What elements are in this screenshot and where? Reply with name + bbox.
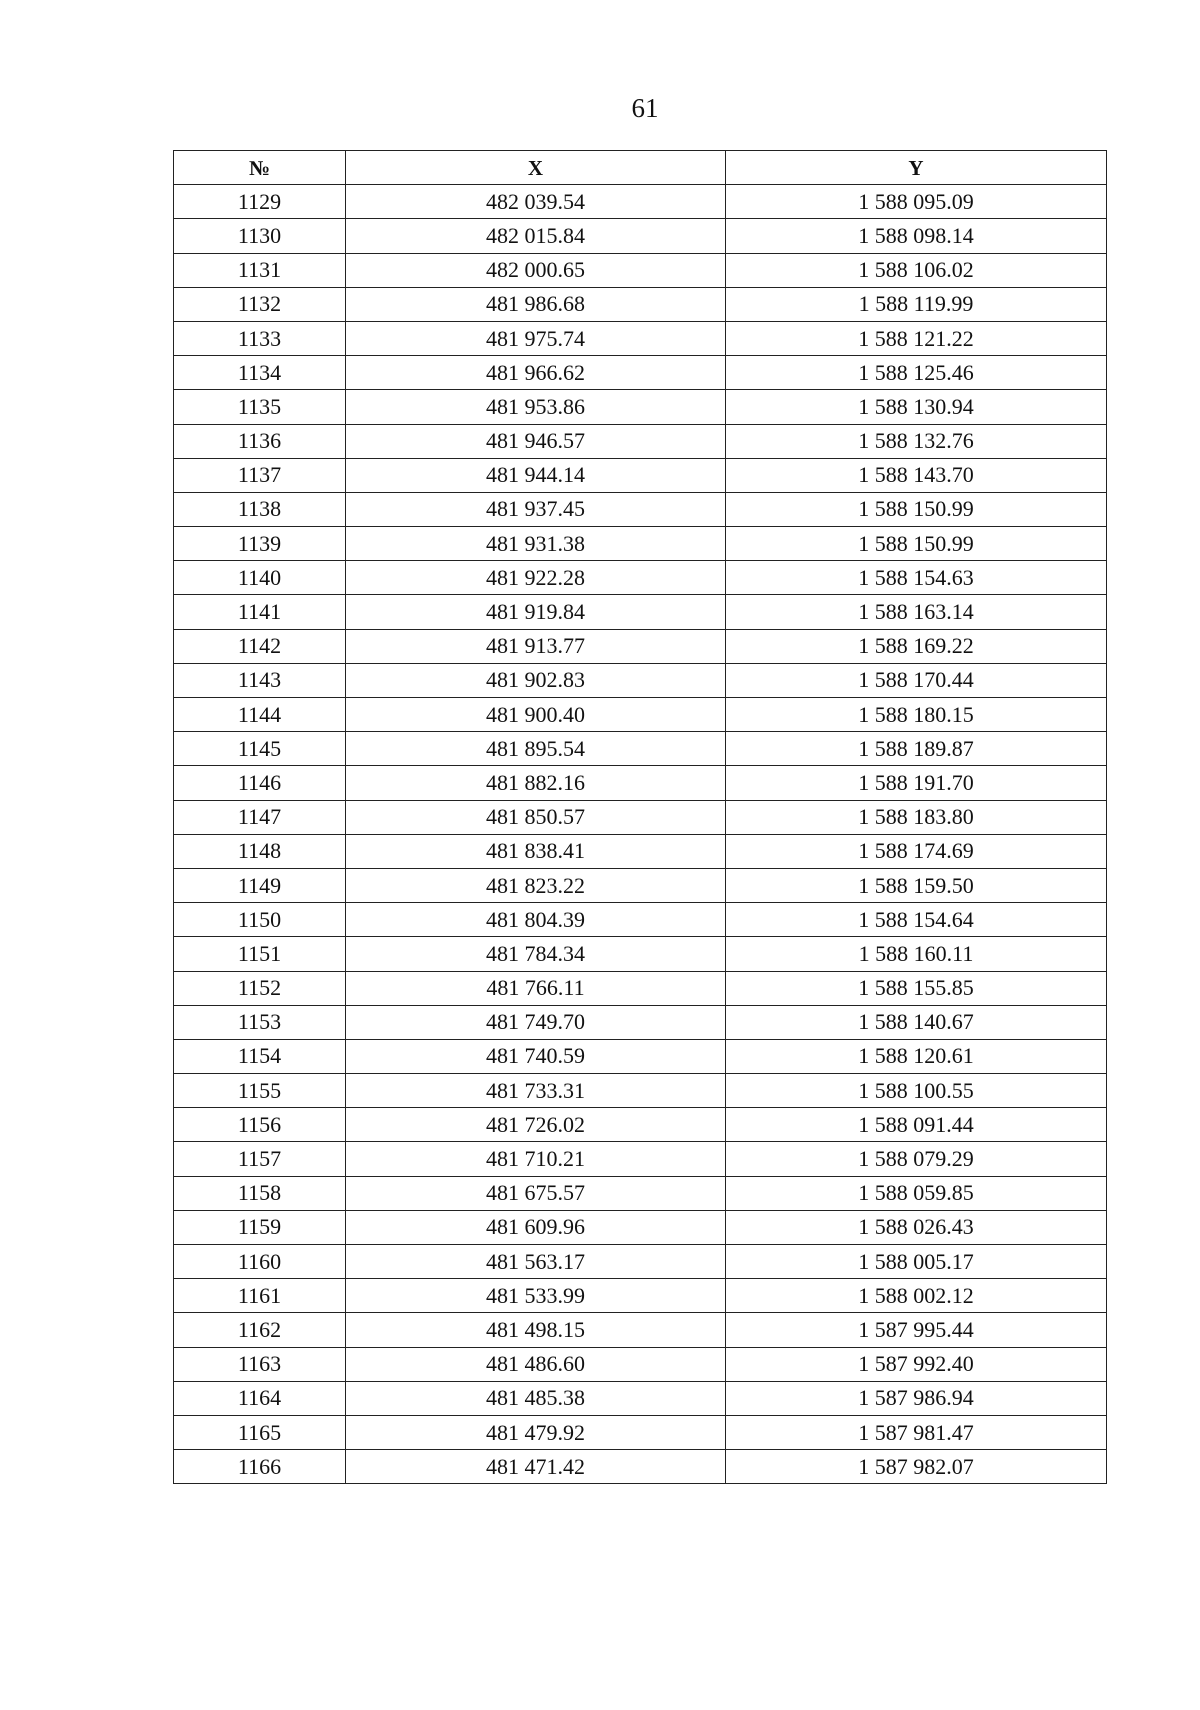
- x-coordinate-cell: 481 922.28: [346, 561, 726, 595]
- y-coordinate-cell: 1 588 091.44: [726, 1108, 1107, 1142]
- y-coordinate-cell: 1 588 180.15: [726, 698, 1107, 732]
- y-coordinate-cell: 1 588 189.87: [726, 732, 1107, 766]
- point-number-cell: 1159: [174, 1210, 346, 1244]
- y-coordinate-cell: 1 588 183.80: [726, 800, 1107, 834]
- x-coordinate-cell: 482 039.54: [346, 185, 726, 219]
- x-coordinate-cell: 482 000.65: [346, 253, 726, 287]
- point-number-cell: 1151: [174, 937, 346, 971]
- table-row: [174, 903, 1107, 937]
- y-coordinate-cell: 1 588 121.22: [726, 321, 1107, 355]
- coordinates-table: [173, 150, 1107, 1484]
- point-number-cell: 1164: [174, 1381, 346, 1415]
- table-row: [174, 1176, 1107, 1210]
- point-number-cell: 1136: [174, 424, 346, 458]
- y-coordinate-cell: 1 588 120.61: [726, 1039, 1107, 1073]
- y-coordinate-cell: 1 587 981.47: [726, 1415, 1107, 1449]
- header-y: Y: [726, 151, 1107, 185]
- point-number-cell: 1157: [174, 1142, 346, 1176]
- table-row: [174, 971, 1107, 1005]
- point-number-cell: 1139: [174, 527, 346, 561]
- point-number-cell: 1154: [174, 1039, 346, 1073]
- y-coordinate-cell: 1 588 160.11: [726, 937, 1107, 971]
- point-number-cell: 1160: [174, 1245, 346, 1279]
- table-row: [174, 1245, 1107, 1279]
- table-row: [174, 321, 1107, 355]
- point-number-cell: 1137: [174, 458, 346, 492]
- point-number-cell: 1158: [174, 1176, 346, 1210]
- y-coordinate-cell: 1 588 159.50: [726, 868, 1107, 902]
- y-coordinate-cell: 1 587 986.94: [726, 1381, 1107, 1415]
- x-coordinate-cell: 481 710.21: [346, 1142, 726, 1176]
- table-row: [174, 1279, 1107, 1313]
- x-coordinate-cell: 481 900.40: [346, 698, 726, 732]
- table-row: [174, 1313, 1107, 1347]
- x-coordinate-cell: 481 740.59: [346, 1039, 726, 1073]
- table-row: [174, 492, 1107, 526]
- table-row: [174, 424, 1107, 458]
- x-coordinate-cell: 481 471.42: [346, 1450, 726, 1484]
- y-coordinate-cell: 1 588 059.85: [726, 1176, 1107, 1210]
- point-number-cell: 1150: [174, 903, 346, 937]
- x-coordinate-cell: 481 931.38: [346, 527, 726, 561]
- x-coordinate-cell: 482 015.84: [346, 219, 726, 253]
- point-number-cell: 1156: [174, 1108, 346, 1142]
- y-coordinate-cell: 1 588 150.99: [726, 527, 1107, 561]
- x-coordinate-cell: 481 498.15: [346, 1313, 726, 1347]
- table-row: [174, 1450, 1107, 1484]
- point-number-cell: 1152: [174, 971, 346, 1005]
- y-coordinate-cell: 1 588 026.43: [726, 1210, 1107, 1244]
- point-number-cell: 1138: [174, 492, 346, 526]
- x-coordinate-cell: 481 946.57: [346, 424, 726, 458]
- y-coordinate-cell: 1 588 174.69: [726, 834, 1107, 868]
- y-coordinate-cell: 1 588 098.14: [726, 219, 1107, 253]
- x-coordinate-cell: 481 882.16: [346, 766, 726, 800]
- table-row: [174, 1039, 1107, 1073]
- table-row: [174, 527, 1107, 561]
- y-coordinate-cell: 1 587 982.07: [726, 1450, 1107, 1484]
- table-row: [174, 766, 1107, 800]
- y-coordinate-cell: 1 587 992.40: [726, 1347, 1107, 1381]
- table-row: [174, 1005, 1107, 1039]
- point-number-cell: 1131: [174, 253, 346, 287]
- table-row: [174, 185, 1107, 219]
- point-number-cell: 1140: [174, 561, 346, 595]
- table-row: [174, 1108, 1107, 1142]
- point-number-cell: 1147: [174, 800, 346, 834]
- x-coordinate-cell: 481 479.92: [346, 1415, 726, 1449]
- point-number-cell: 1142: [174, 629, 346, 663]
- table-row: [174, 800, 1107, 834]
- page-number: 61: [631, 93, 659, 123]
- y-coordinate-cell: 1 588 106.02: [726, 253, 1107, 287]
- point-number-cell: 1155: [174, 1074, 346, 1108]
- table-row: [174, 219, 1107, 253]
- x-coordinate-cell: 481 975.74: [346, 321, 726, 355]
- point-number-cell: 1143: [174, 663, 346, 697]
- point-number-cell: 1130: [174, 219, 346, 253]
- y-coordinate-cell: 1 588 002.12: [726, 1279, 1107, 1313]
- point-number-cell: 1153: [174, 1005, 346, 1039]
- y-coordinate-cell: 1 588 163.14: [726, 595, 1107, 629]
- y-coordinate-cell: 1 588 169.22: [726, 629, 1107, 663]
- table-row: [174, 698, 1107, 732]
- y-coordinate-cell: 1 588 079.29: [726, 1142, 1107, 1176]
- y-coordinate-cell: 1 588 191.70: [726, 766, 1107, 800]
- x-coordinate-cell: 481 766.11: [346, 971, 726, 1005]
- y-coordinate-cell: 1 588 130.94: [726, 390, 1107, 424]
- y-coordinate-cell: 1 588 154.64: [726, 903, 1107, 937]
- y-coordinate-cell: 1 588 140.67: [726, 1005, 1107, 1039]
- table-row: [174, 1142, 1107, 1176]
- x-coordinate-cell: 481 804.39: [346, 903, 726, 937]
- y-coordinate-cell: 1 588 100.55: [726, 1074, 1107, 1108]
- table-row: [174, 1415, 1107, 1449]
- header-number: №: [174, 151, 346, 185]
- x-coordinate-cell: 481 486.60: [346, 1347, 726, 1381]
- y-coordinate-cell: 1 588 119.99: [726, 287, 1107, 321]
- point-number-cell: 1129: [174, 185, 346, 219]
- x-coordinate-cell: 481 850.57: [346, 800, 726, 834]
- x-coordinate-cell: 481 749.70: [346, 1005, 726, 1039]
- x-coordinate-cell: 481 895.54: [346, 732, 726, 766]
- x-coordinate-cell: 481 563.17: [346, 1245, 726, 1279]
- table-row: [174, 1074, 1107, 1108]
- table-row: [174, 287, 1107, 321]
- point-number-cell: 1144: [174, 698, 346, 732]
- x-coordinate-cell: 481 902.83: [346, 663, 726, 697]
- y-coordinate-cell: 1 588 005.17: [726, 1245, 1107, 1279]
- point-number-cell: 1134: [174, 356, 346, 390]
- table-row: [174, 834, 1107, 868]
- point-number-cell: 1165: [174, 1415, 346, 1449]
- x-coordinate-cell: 481 986.68: [346, 287, 726, 321]
- x-coordinate-cell: 481 675.57: [346, 1176, 726, 1210]
- table-row: [174, 937, 1107, 971]
- y-coordinate-cell: 1 588 132.76: [726, 424, 1107, 458]
- table-row: [174, 732, 1107, 766]
- y-coordinate-cell: 1 588 150.99: [726, 492, 1107, 526]
- table-row: [174, 1347, 1107, 1381]
- point-number-cell: 1163: [174, 1347, 346, 1381]
- point-number-cell: 1162: [174, 1313, 346, 1347]
- x-coordinate-cell: 481 823.22: [346, 868, 726, 902]
- y-coordinate-cell: 1 588 143.70: [726, 458, 1107, 492]
- table-row: [174, 458, 1107, 492]
- point-number-cell: 1145: [174, 732, 346, 766]
- y-coordinate-cell: 1 588 170.44: [726, 663, 1107, 697]
- x-coordinate-cell: 481 609.96: [346, 1210, 726, 1244]
- point-number-cell: 1148: [174, 834, 346, 868]
- x-coordinate-cell: 481 937.45: [346, 492, 726, 526]
- header-x: X: [346, 151, 726, 185]
- table-row: [174, 868, 1107, 902]
- x-coordinate-cell: 481 913.77: [346, 629, 726, 663]
- table-row: [174, 629, 1107, 663]
- y-coordinate-cell: 1 587 995.44: [726, 1313, 1107, 1347]
- table-row: [174, 663, 1107, 697]
- x-coordinate-cell: 481 733.31: [346, 1074, 726, 1108]
- point-number-cell: 1133: [174, 321, 346, 355]
- x-coordinate-cell: 481 726.02: [346, 1108, 726, 1142]
- y-coordinate-cell: 1 588 154.63: [726, 561, 1107, 595]
- point-number-cell: 1141: [174, 595, 346, 629]
- point-number-cell: 1149: [174, 868, 346, 902]
- table-row: [174, 253, 1107, 287]
- x-coordinate-cell: 481 944.14: [346, 458, 726, 492]
- table-row: [174, 356, 1107, 390]
- table-header-row: [174, 151, 1107, 185]
- point-number-cell: 1166: [174, 1450, 346, 1484]
- x-coordinate-cell: 481 966.62: [346, 356, 726, 390]
- y-coordinate-cell: 1 588 125.46: [726, 356, 1107, 390]
- y-coordinate-cell: 1 588 155.85: [726, 971, 1107, 1005]
- y-coordinate-cell: 1 588 095.09: [726, 185, 1107, 219]
- x-coordinate-cell: 481 919.84: [346, 595, 726, 629]
- x-coordinate-cell: 481 485.38: [346, 1381, 726, 1415]
- x-coordinate-cell: 481 953.86: [346, 390, 726, 424]
- point-number-cell: 1132: [174, 287, 346, 321]
- point-number-cell: 1161: [174, 1279, 346, 1313]
- table-row: [174, 1381, 1107, 1415]
- point-number-cell: 1146: [174, 766, 346, 800]
- x-coordinate-cell: 481 838.41: [346, 834, 726, 868]
- x-coordinate-cell: 481 784.34: [346, 937, 726, 971]
- table-row: [174, 595, 1107, 629]
- table-body: [174, 185, 1107, 1484]
- x-coordinate-cell: 481 533.99: [346, 1279, 726, 1313]
- point-number-cell: 1135: [174, 390, 346, 424]
- table-row: [174, 561, 1107, 595]
- table-row: [174, 1210, 1107, 1244]
- table-row: [174, 390, 1107, 424]
